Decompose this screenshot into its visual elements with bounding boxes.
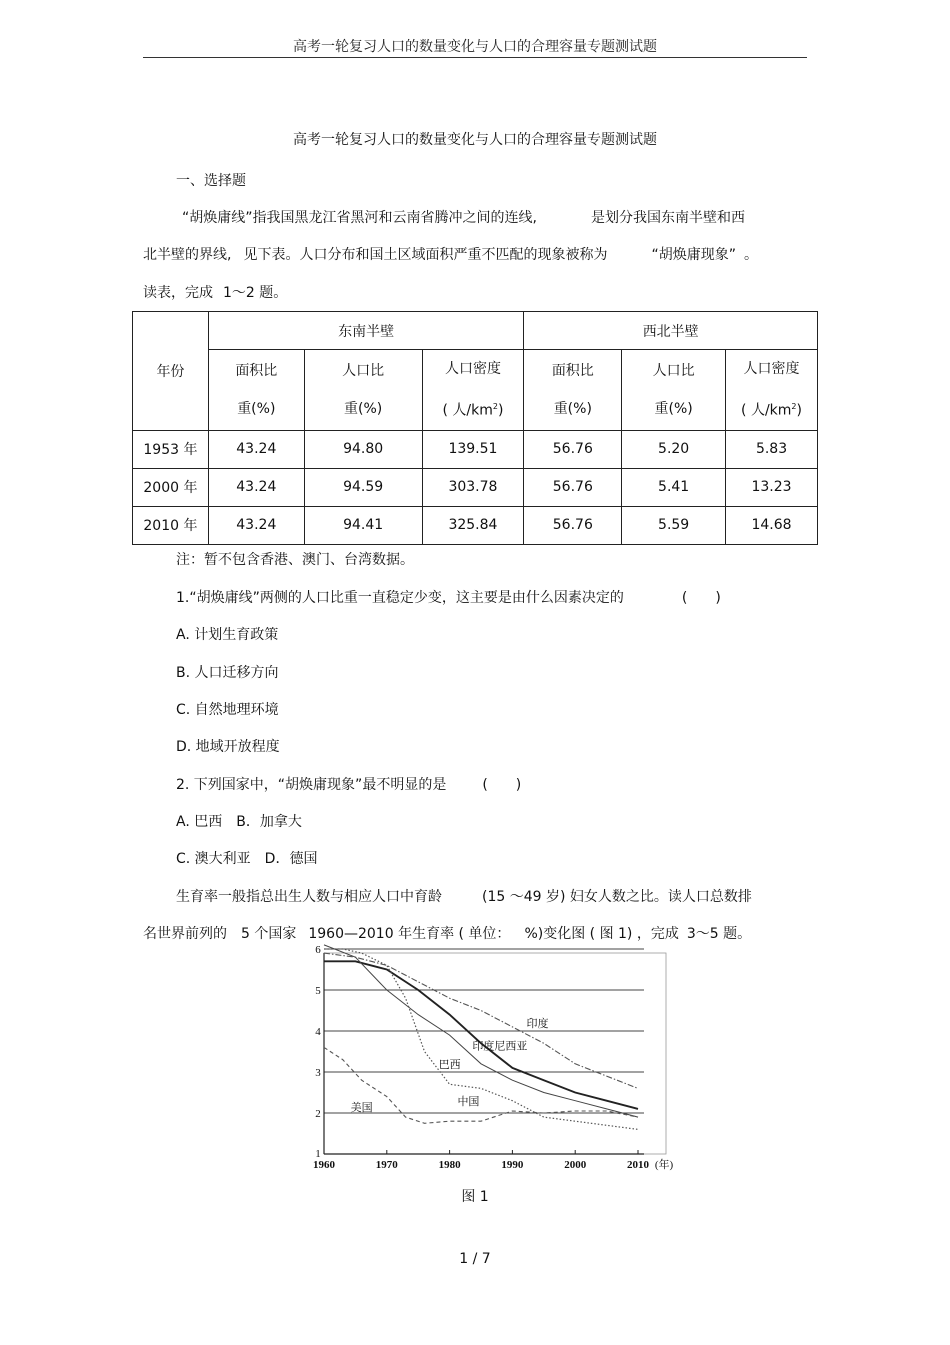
col-header-pop: 人口比 重(%)	[304, 350, 422, 431]
table-note: 注：暂不包含香港、澳门、台湾数据。	[176, 552, 414, 568]
table-cell: 43.24	[208, 468, 304, 506]
table-cell: 5.59	[622, 506, 726, 544]
series-label: 美国	[350, 1100, 373, 1114]
table-cell: 2000 年	[133, 468, 209, 506]
answer-bracket: ( )	[482, 777, 522, 793]
group-header-northwest: 西北半壁	[524, 312, 818, 350]
intro-text: “胡焕庸线”指我国黑龙江省黑河和云南省腾冲之间的连线,	[182, 210, 537, 226]
table-row	[133, 468, 818, 506]
question-2-stem: 2. 下列国家中，“胡焕庸现象”最不明显的是 ( )	[176, 777, 522, 793]
col-header-area: 面积比 重(%)	[208, 350, 304, 431]
fertility-intro-line-1: 生育率一般指总出生人数与相应人口中育龄 (15 ～49 岁) 妇女人数之比。读人口总数排	[176, 889, 752, 905]
table-cell: 43.24	[208, 430, 304, 468]
x-tick-label: 1990	[501, 1159, 524, 1171]
table-cell: 94.41	[304, 506, 422, 544]
series-label: 印度尼西亚	[472, 1039, 528, 1053]
col-header-area: 面积比 重(%)	[524, 350, 622, 431]
option-a: A. 计划生育政策	[176, 627, 279, 643]
intro-line-1	[182, 207, 745, 227]
x-unit-label: (年)	[654, 1159, 674, 1171]
col-header-density: 人口密度 ( 人$/km^2$)	[422, 350, 524, 431]
intro-text: 是划分我国东南半壁和西	[590, 210, 745, 226]
intro-text: 北半壁的界线,	[143, 247, 232, 263]
fertility-chart	[312, 944, 674, 1174]
table-cell: 1953 年	[133, 430, 209, 468]
fertility-intro-line-2: 名世界前列的 5 个国家 1960—2010 年生育率 ( 单位： %)变化图 ( 图 1) ，完成 3～5 题。	[143, 926, 752, 942]
table-cell: 139.51	[422, 430, 524, 468]
col-header-density: 人口密度 ( 人$/km^2$)	[726, 350, 818, 431]
table-cell: 13.23	[726, 468, 818, 506]
fertility-chart-svg	[312, 944, 674, 1174]
x-tick-label: 1960	[313, 1159, 335, 1171]
header-rule	[143, 57, 807, 58]
table-cell: 303.78	[422, 468, 524, 506]
question-1-stem: 1.“胡焕庸线”两侧的人口比重一直稳定少变，这主要是由什么因素决定的 ( )	[176, 590, 721, 606]
document-title: 高考一轮复习人口的数量变化与人口的合理容量专题测试题	[293, 132, 657, 148]
option-d: D. 地域开放程度	[176, 739, 280, 755]
y-tick-label: 2	[315, 1108, 321, 1120]
intro-text: “胡焕庸现象”	[651, 247, 736, 263]
table-cell: 56.76	[524, 468, 622, 506]
y-tick-label: 4	[315, 1026, 321, 1038]
table-cell: 56.76	[524, 430, 622, 468]
x-tick-label: 2010	[627, 1159, 649, 1171]
year-header: 年份	[133, 312, 209, 431]
intro-text: 1～2 题。	[223, 285, 288, 301]
table-row	[133, 506, 818, 544]
series-label: 巴西	[438, 1057, 461, 1071]
intro-line-2	[143, 244, 758, 264]
intro-text: 见下表。人口分布和国土区域面积严重不匹配的现象被称为	[243, 247, 608, 263]
table-cell: 325.84	[422, 506, 524, 544]
col-header-pop: 人口比 重(%)	[622, 350, 726, 431]
population-table	[132, 311, 818, 545]
series-label: 中国	[457, 1094, 480, 1108]
intro-line-3	[143, 282, 287, 302]
y-tick-label: 1	[315, 1148, 321, 1160]
option-ab: A. 巴西 B．加拿大	[176, 814, 302, 830]
running-header: 高考一轮复习人口的数量变化与人口的合理容量专题测试题	[293, 39, 657, 55]
table-cell: 5.83	[726, 430, 818, 468]
table-cell: 43.24	[208, 506, 304, 544]
table-cell: 94.80	[304, 430, 422, 468]
page-number: 1 / 7	[459, 1251, 491, 1267]
table-cell: 5.20	[622, 430, 726, 468]
option-cd: C. 澳大利亚 D．德国	[176, 851, 318, 867]
series-label: 印度	[526, 1016, 549, 1030]
table-cell: 2010 年	[133, 506, 209, 544]
section-heading: 一、选择题	[176, 173, 246, 189]
table-cell: 14.68	[726, 506, 818, 544]
option-c: C. 自然地理环境	[176, 702, 279, 718]
group-header-southeast: 东南半壁	[208, 312, 524, 350]
answer-bracket: ( )	[681, 590, 721, 606]
option-b: B. 人口迁移方向	[176, 665, 279, 681]
x-tick-label: 1980	[438, 1159, 461, 1171]
table-cell: 56.76	[524, 506, 622, 544]
intro-text: 。	[743, 247, 758, 263]
table-cell: 94.59	[304, 468, 422, 506]
x-tick-label: 1970	[375, 1159, 398, 1171]
y-tick-label: 3	[315, 1067, 321, 1079]
y-tick-label: 6	[315, 944, 321, 956]
table-row	[133, 430, 818, 468]
series-line	[324, 961, 638, 1109]
intro-text: 读表，完成	[143, 285, 213, 301]
x-tick-label: 2000	[564, 1159, 587, 1171]
table-cell: 5.41	[622, 468, 726, 506]
y-tick-label: 5	[315, 985, 321, 997]
figure-caption: 图 1	[461, 1189, 489, 1205]
